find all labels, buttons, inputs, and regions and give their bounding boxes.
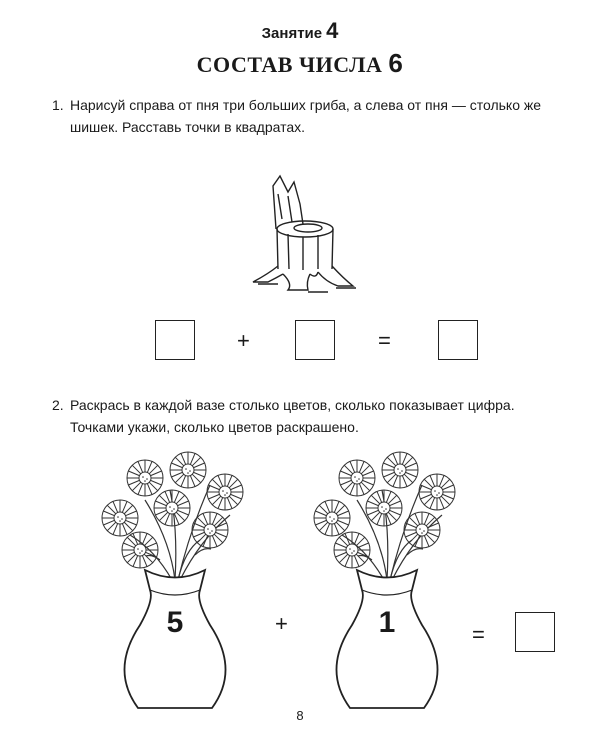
lesson-word: Занятие	[261, 25, 323, 42]
flower-vase-2[interactable]	[312, 440, 462, 712]
title-text: СОСТАВ ЧИСЛА	[196, 52, 383, 77]
equals-sign: =	[472, 622, 485, 647]
answer-box-3[interactable]	[438, 320, 478, 360]
task-1-number: 1.	[52, 97, 64, 113]
lesson-number: 4	[326, 18, 339, 43]
task-2-line-1: Раскрась в каждой вазе столько цветов, сколько показывает цифра.	[70, 397, 515, 413]
task-1-instruction	[52, 94, 572, 138]
lesson-heading	[0, 18, 600, 44]
daisy-vase-illustration	[100, 440, 250, 712]
daisy-vase-illustration	[312, 440, 462, 712]
task-1-line-1: Нарисуй справа от пня три больших гриба, а слева от пня — столько же	[70, 97, 542, 113]
page-title	[0, 48, 600, 79]
equals-sign: =	[378, 328, 391, 353]
answer-box-1[interactable]	[155, 320, 195, 360]
answer-box-4[interactable]	[515, 612, 555, 652]
title-number: 6	[388, 48, 404, 78]
vase-1-digit: 5	[166, 606, 184, 639]
plus-sign: +	[237, 328, 250, 353]
task-2-line-2: Точками укажи, сколько цветов раскрашено.	[70, 419, 359, 435]
tree-stump-illustration	[248, 174, 358, 294]
page-number: 8	[296, 708, 304, 723]
task-2-number: 2.	[52, 397, 64, 413]
flower-vase-1[interactable]	[100, 440, 250, 712]
task-2-instruction	[52, 394, 572, 438]
task-1-line-2: шишек. Расставь точки в квадратах.	[70, 119, 306, 135]
plus-sign: +	[275, 611, 288, 636]
answer-box-2[interactable]	[295, 320, 335, 360]
vase-2-digit: 1	[378, 606, 396, 639]
